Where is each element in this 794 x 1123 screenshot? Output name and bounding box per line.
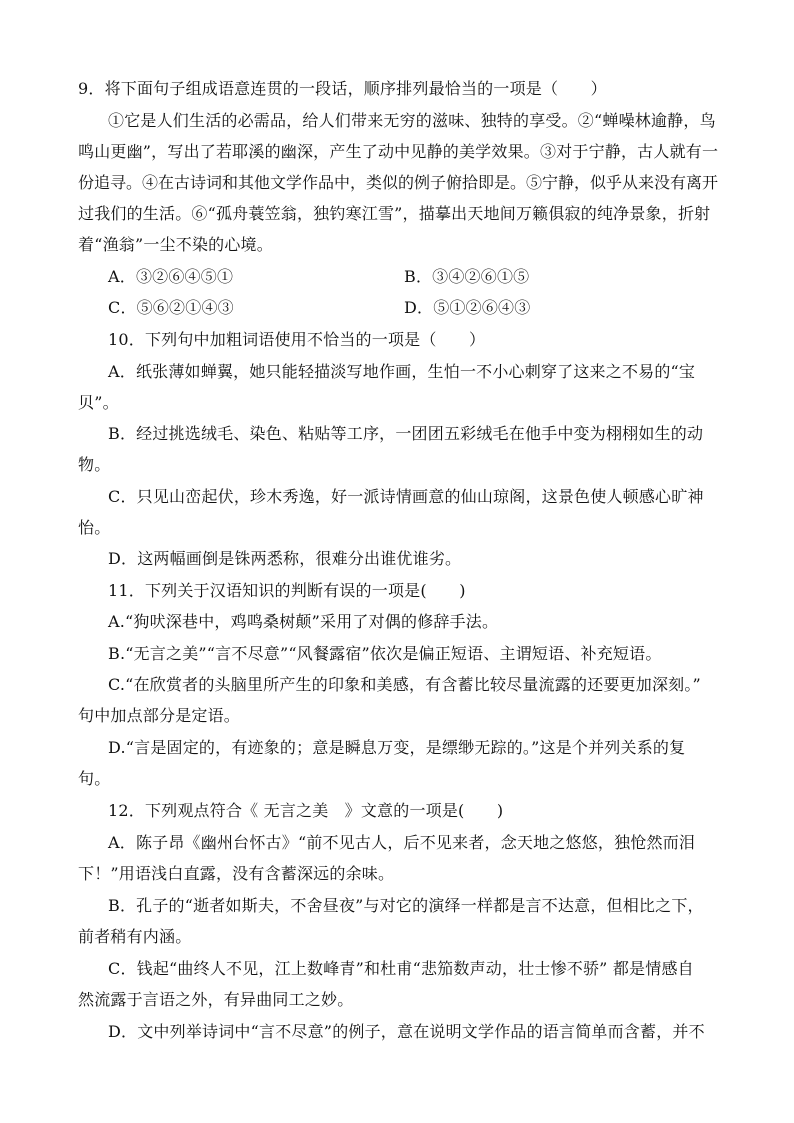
question-12-line: 前者稍有内涵。 (78, 927, 192, 946)
question-10-line: B．经过挑选绒毛、染色、粘贴等工序，一团团五彩绒毛在他手中变为栩栩如生的动 (108, 424, 704, 443)
question-12-line: C．钱起“曲终人不见，江上数峰青”和杜甫“悲笳数声动，壮士惨不骄” 都是情感自 (108, 959, 694, 978)
question-10-line: D．这两幅画倒是铢两悉称，很难分出谁优谁劣。 (108, 549, 462, 568)
question-10-line: A．纸张薄如蝉翼，她只能轻描淡写地作画，生怕一不小心刺穿了这来之不易的“宝 (108, 362, 696, 381)
question-11-line: B.“无言之美”“言不尽意”“风餐露宿”依次是偏正短语、主谓短语、补充短语。 (108, 644, 662, 663)
question-11-line: D.“言是固定的，有迹象的；意是瞬息万变，是缥缈无踪的。”这是个并列关系的复 (108, 738, 686, 757)
question-12-line: A．陈子昂《幽州台怀古》“前不见古人，后不见来者，念天地之悠悠，独怆然而泪 (108, 833, 696, 852)
question-9-passage-line: 过我们的生活。⑥“孤舟蓑笠翁，独钓寒江雪”，描摹出天地间万籁俱寂的纯净景象，折射 (78, 204, 711, 223)
question-9-stem: 9．将下面句子组成语意连贯的一段话，顺序排列最恰当的一项是（ ） (78, 79, 607, 98)
question-12-line: B．孔子的“逝者如斯夫，不舍昼夜”与对它的演绎一样都是言不达意，但相比之下， (108, 896, 704, 915)
question-10-stem: 10．下列句中加粗词语使用不恰当的一项是（ ） (108, 330, 486, 349)
question-12-line: 然流露于言语之外，有异曲同工之妙。 (78, 990, 354, 1009)
question-11-line: 句中加点部分是定语。 (78, 706, 241, 725)
question-10-line: 物。 (78, 455, 111, 474)
question-10-line: C．只见山峦起伏，珍木秀逸，好一派诗情画意的仙山琼阁，这景色使人顿感心旷神 (108, 487, 704, 506)
question-9-passage-line: 份追寻。④在古诗词和其他文学作品中，类似的例子俯拾即是。⑤宁静，似乎从来没有离开 (78, 173, 719, 192)
question-9-option-b: B．③④②⑥①⑤ (404, 267, 530, 286)
question-10-line: 贝”。 (78, 393, 119, 412)
question-12-stem: 12．下列观点符合《 无言之美 》文意的一项是( ) (108, 801, 504, 820)
question-11-line: C.“在欣赏者的头脑里所产生的印象和美感，有含蓄比较尽量流露的还要更加深刻。” (108, 675, 701, 694)
question-9-option-c: C．⑤⑥②①④③ (108, 298, 234, 317)
question-9-passage-line: ①它是人们生活的必需品，给人们带来无穷的滋味、独特的享受。②“蝉噪林逾静，鸟 (108, 111, 716, 130)
question-9-passage-line: 鸣山更幽”，写出了若耶溪的幽深，产生了动中见静的美学效果。③对于宁静，古人就有一 (78, 142, 719, 161)
question-11-stem: 11．下列关于汉语知识的判断有误的一项是( ) (108, 581, 466, 600)
question-11-line: A.“狗吠深巷中，鸡鸣桑树颠”采用了对偶的修辞手法。 (108, 612, 499, 631)
question-11-line: 句。 (78, 769, 111, 788)
question-12-line: D．文中列举诗词中“言不尽意”的例子，意在说明文学作品的语言简单而含蓄，并不 (108, 1022, 705, 1041)
question-9-option-d: D．⑤①②⑥④③ (404, 298, 531, 317)
question-9-option-a: A．③②⑥④⑤① (108, 267, 234, 286)
question-10-line: 怡。 (78, 518, 111, 537)
question-9-passage-line: 着“渔翁”一尘不染的心境。 (78, 235, 273, 254)
question-12-line: 下！”用语浅白直露，没有含蓄深远的余味。 (78, 864, 395, 883)
